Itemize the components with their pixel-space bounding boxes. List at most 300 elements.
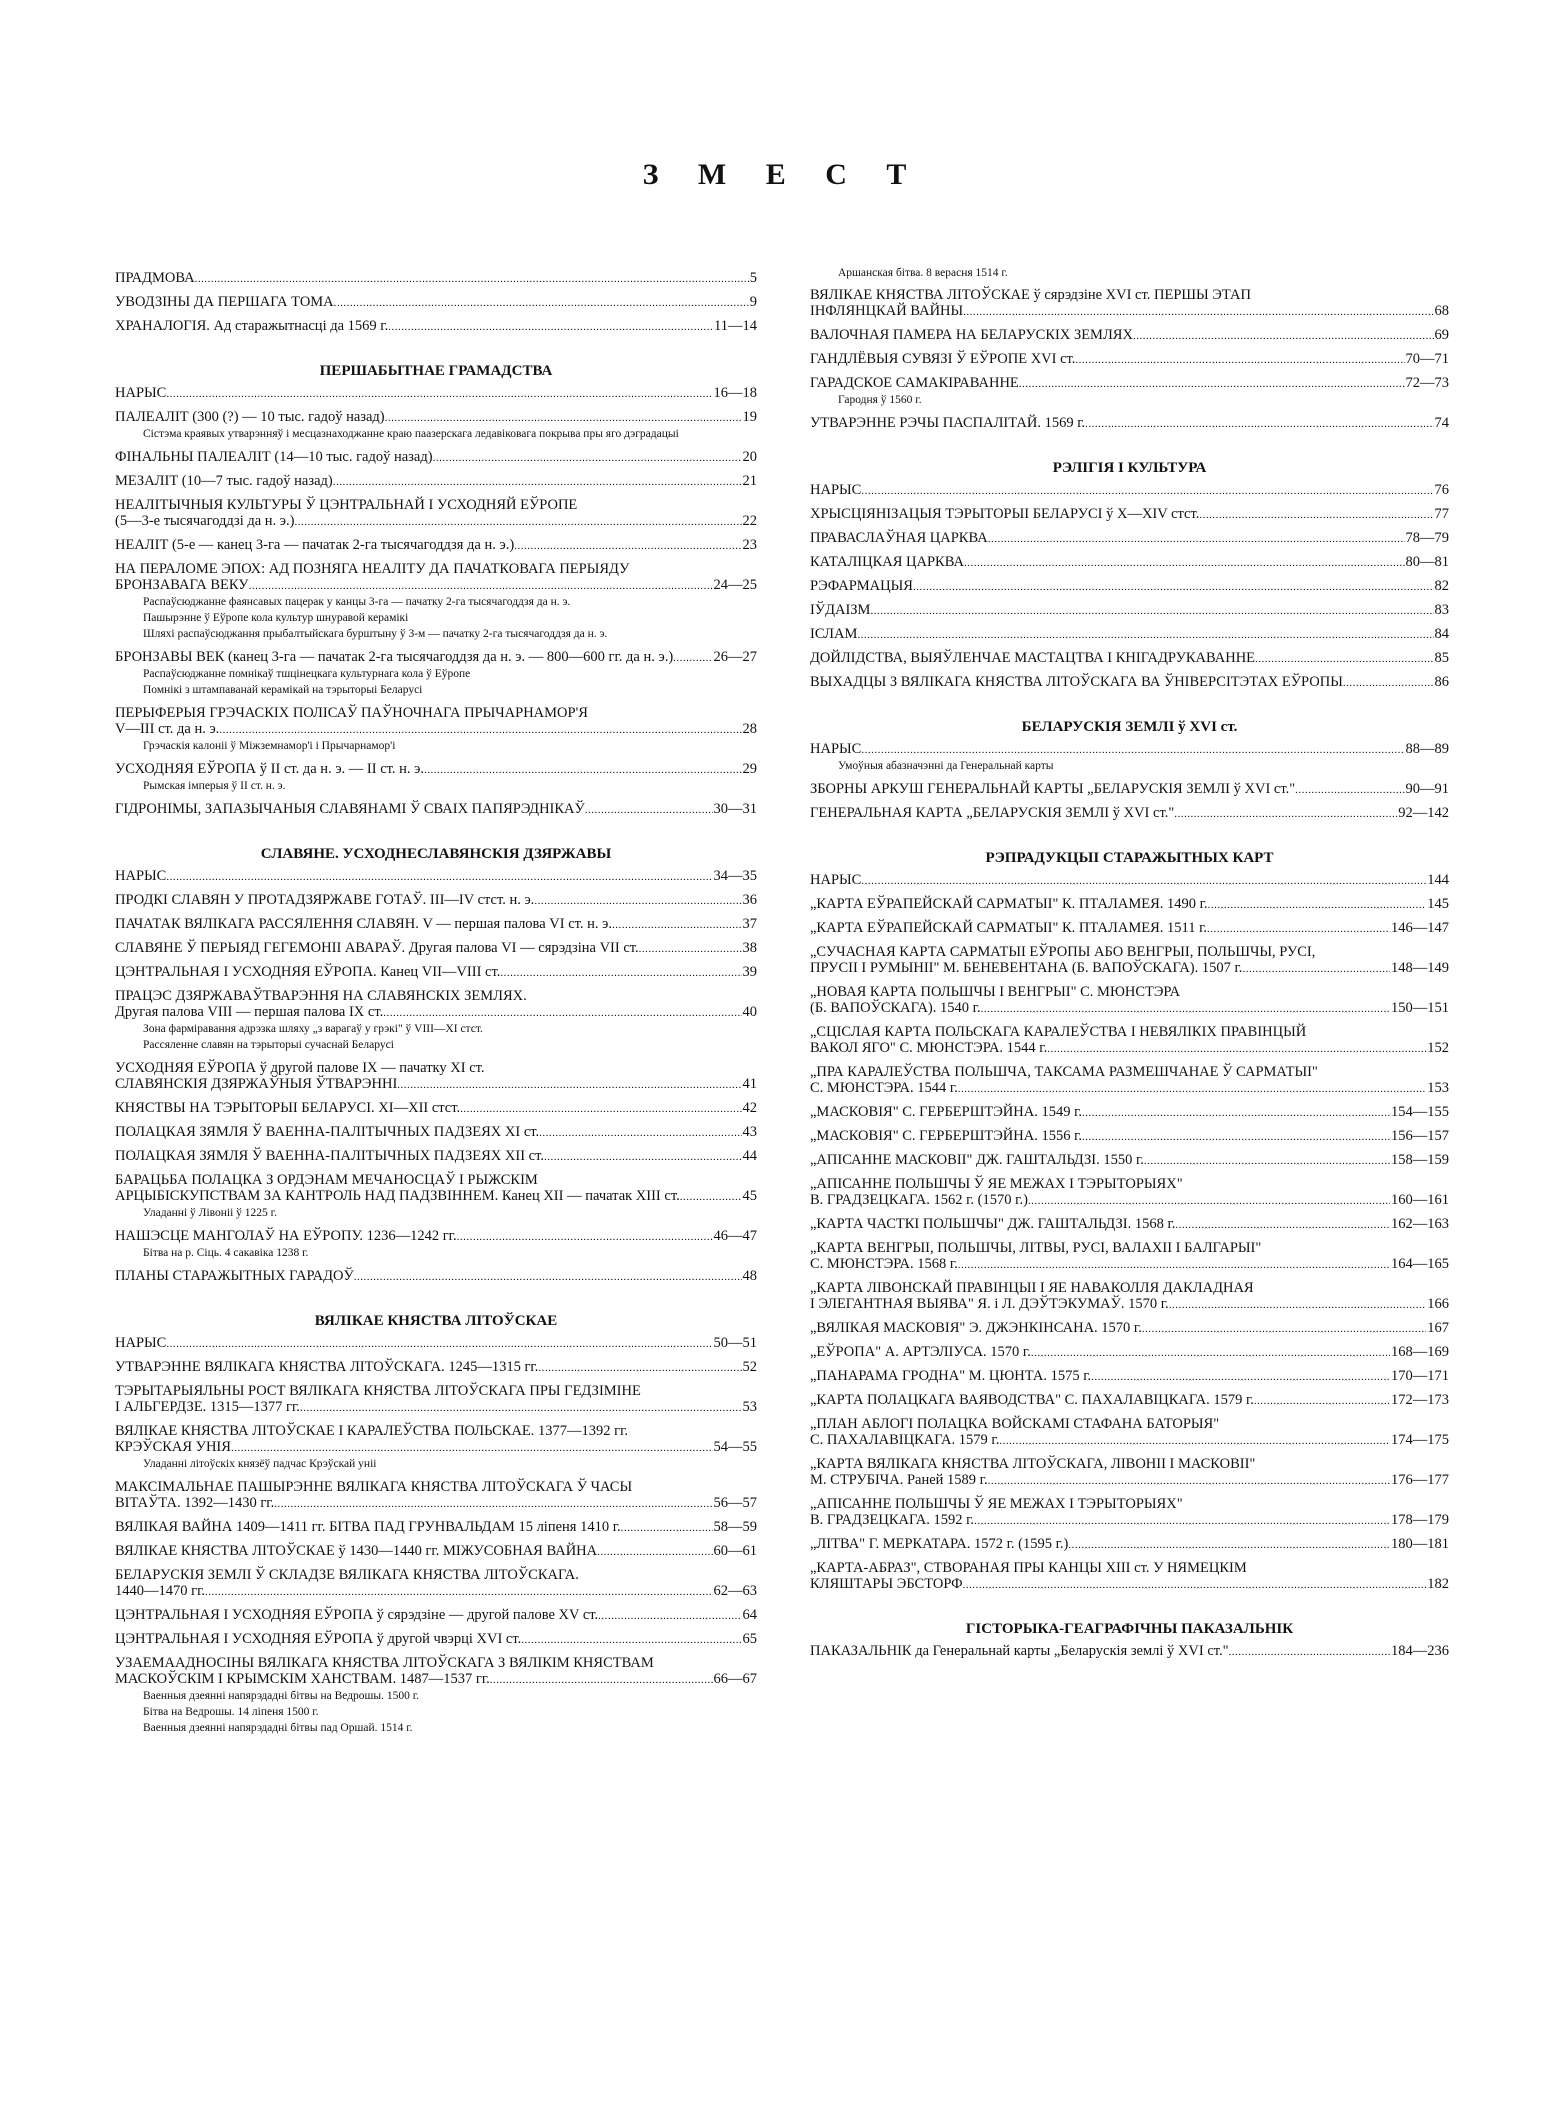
page-number: 156—157 <box>1391 1128 1449 1144</box>
toc-entry-title: „МАСКОВІЯ" С. ГЕРБЕРШТЭЙНА. 1549 г. <box>810 1104 1083 1120</box>
toc-entry-title-line: „АПІСАННЕ ПОЛЬШЧЫ Ў ЯЕ МЕЖАХ І ТЭРЫТОРЫЯХ" <box>810 1496 1183 1512</box>
toc-entry <box>115 1479 757 1512</box>
toc-entry-title-line: „СЦІСЛАЯ КАРТА ПОЛЬСКАГА КАРАЛЕЎСТВА І НЕВЯЛІКІХ ПРАВІНЦЫЙ <box>810 1024 1307 1040</box>
dot-leader <box>205 1583 712 1600</box>
toc-entry <box>810 944 1449 977</box>
dot-leader <box>249 577 713 594</box>
toc-entry-title: І ЭЛЕГАНТНАЯ ВЫЯВА" Я. і Л. ДЭЎТЭКУМАЎ. 1570 г. <box>810 1296 1169 1312</box>
toc-entry <box>115 1383 757 1416</box>
toc-entry <box>810 506 1449 523</box>
toc-entry-row <box>810 578 1449 595</box>
toc-entry <box>810 1280 1449 1313</box>
toc-entry-title: „МАСКОВІЯ" С. ГЕРБЕРШТЭЙНА. 1556 г. <box>810 1128 1083 1144</box>
toc-entry-row <box>115 270 757 287</box>
toc-entry-title-line: УСХОДНЯЯ ЕЎРОПА ў другой палове IX — пачатку XI ст. <box>115 1060 485 1076</box>
page-number: 150—151 <box>1391 1000 1449 1016</box>
toc-entry <box>810 920 1449 937</box>
toc-section <box>115 363 757 818</box>
toc-entry <box>115 473 757 490</box>
toc-entry-row <box>115 868 757 885</box>
toc-entry-row <box>115 916 757 933</box>
page-number: 37 <box>742 916 757 932</box>
toc-entry-title: ІСЛАМ <box>810 626 858 642</box>
dot-leader <box>639 940 742 957</box>
toc-entry <box>810 1643 1449 1660</box>
dot-leader <box>981 1000 1390 1017</box>
dot-leader <box>680 1188 742 1205</box>
dot-leader <box>166 868 712 885</box>
dot-leader <box>1254 1392 1390 1409</box>
dot-leader <box>388 318 713 335</box>
toc-entry-title: ГЕНЕРАЛЬНАЯ КАРТА „БЕЛАРУСКІЯ ЗЕМЛІ ў XVI ст." <box>810 805 1175 821</box>
toc-entry <box>115 1543 757 1560</box>
dot-leader <box>857 626 1433 643</box>
page-number: 162—163 <box>1391 1216 1449 1232</box>
toc-entry-row <box>115 1004 757 1021</box>
toc-entry-title: ВАЛОЧНАЯ ПАМЕРА НА БЕЛАРУСКІХ ЗЕМЛЯХ <box>810 327 1133 343</box>
page-number: 176—177 <box>1391 1472 1449 1488</box>
page-number: 30—31 <box>713 801 757 817</box>
toc-entry-title: МАСКОЎСКІМ І КРЫМСКІМ ХАНСТВАМ. 1487—1537 гг. <box>115 1671 490 1687</box>
toc-entry <box>810 554 1449 571</box>
toc-entry-row <box>810 1216 1449 1233</box>
toc-entry-title-line: БЕЛАРУСКІЯ ЗЕМЛІ Ў СКЛАДЗЕ ВЯЛІКАГА КНЯСТВА ЛІТОЎСКАГА. <box>115 1567 579 1583</box>
page-number: 172—173 <box>1391 1392 1449 1408</box>
page-number: 76 <box>1434 482 1449 498</box>
toc-entry-title-line: УЗАЕМААДНОСІНЫ ВЯЛІКАГА КНЯСТВА ЛІТОЎСКАГА З ВЯЛІКІМ КНЯСТВАМ <box>115 1655 654 1671</box>
toc-entry <box>810 650 1449 667</box>
page-number: 60—61 <box>713 1543 757 1559</box>
dot-leader <box>988 1472 1390 1489</box>
dot-leader <box>621 1519 713 1536</box>
dot-leader <box>1031 1344 1390 1361</box>
section-heading: СЛАВЯНЕ. УСХОДНЕСЛАВЯНСКІЯ ДЗЯРЖАВЫ <box>260 846 612 862</box>
toc-entry <box>115 537 757 554</box>
toc-entry-title: ГАРАДСКОЕ САМАКІРАВАННЕ <box>810 375 1019 391</box>
toc-entry <box>810 872 1449 889</box>
toc-section <box>115 270 757 335</box>
toc-entry <box>115 916 757 933</box>
toc-entry-row <box>810 1296 1449 1313</box>
dot-leader <box>457 1228 713 1245</box>
dot-leader <box>1019 375 1405 392</box>
toc-entry <box>810 741 1449 774</box>
toc-entry-title: БРОНЗАВЫ ВЕК (канец 3-га — пачатак 2-га тысячагоддзя да н. э. — 800—600 гг. да н. э.) <box>115 649 674 665</box>
toc-entry-row <box>810 872 1449 889</box>
toc-entry <box>810 415 1449 432</box>
toc-entry-title-line: „КАРТА ВЯЛІКАГА КНЯСТВА ЛІТОЎСКАГА, ЛІВОНІІ І МАСКОВІІ" <box>810 1456 1256 1472</box>
dot-leader <box>673 649 712 666</box>
toc-entry <box>810 351 1449 368</box>
page-number: 28 <box>742 721 757 737</box>
toc-entry-title-line: „КАРТА-АБРАЗ", СТВОРАНАЯ ПРЫ КАНЦЫ XIII ст. У НЯМЕЦКІМ <box>810 1560 1247 1576</box>
toc-entry <box>810 674 1449 691</box>
toc-entry-title: 1440—1470 гг. <box>115 1583 206 1599</box>
page-number: 152 <box>1427 1040 1449 1056</box>
toc-entry-title: ПРАВАСЛАЎНАЯ ЦАРКВА <box>810 530 988 546</box>
toc-entry-title: С. МЮНСТЭРА. 1568 г. <box>810 1256 958 1272</box>
toc-entry-row <box>810 1576 1449 1593</box>
page-number: 16—18 <box>713 385 757 401</box>
dot-leader <box>1085 415 1433 432</box>
toc-subentry: Грэчаскія калоніі ў Міжземнамор'і і Прычарнамор'і <box>143 740 396 752</box>
page-number: 148—149 <box>1391 960 1449 976</box>
toc-entry-title: ПАЛЕАЛІТ (300 (?) — 10 тыс. гадоў назад) <box>115 409 385 425</box>
toc-entry-row <box>115 1439 757 1456</box>
page-number: 45 <box>742 1188 757 1204</box>
toc-entry-row <box>115 1399 757 1416</box>
page-number: 64 <box>742 1607 757 1623</box>
toc-entry <box>810 482 1449 499</box>
toc-entry-row <box>810 741 1449 758</box>
toc-subentry: Ваенныя дзеянні напярэдадні бітвы на Ведрошы. 1500 г. <box>143 1690 420 1702</box>
toc-entry-title-line: ТЭРЫТАРЫЯЛЬНЫ РОСТ ВЯЛІКАГА КНЯСТВА ЛІТОЎСКАГА ПРЫ ГЕДЗІМІНЕ <box>115 1383 641 1399</box>
toc-entry-title: ЦЭНТРАЛЬНАЯ І УСХОДНЯЯ ЕЎРОПА ў другой чвэрці XVI ст. <box>115 1631 522 1647</box>
toc-entry-title: ІЎДАІЗМ <box>810 602 871 618</box>
toc-entry-title: КАТАЛІЦКАЯ ЦАРКВА <box>810 554 964 570</box>
toc-entry-title: „КАРТА ЕЎРАПЕЙСКАЙ САРМАТЫІ" К. ПТАЛАМЕЯ. 1490 г. <box>810 896 1208 912</box>
toc-entry-title: СЛАВЯНСКІЯ ДЗЯРЖАЎНЫЯ ЎТВАРЭННІ <box>115 1076 398 1092</box>
toc-entry <box>115 409 757 442</box>
toc-entry-title: КЛЯШТАРЫ ЭБСТОРФ <box>810 1576 963 1592</box>
toc-entry-title: ПРОДКІ СЛАВЯН У ПРОТАДЗЯРЖАВЕ ГОТАЎ. III—IV стст. н. э. <box>115 892 535 908</box>
toc-entry <box>810 327 1449 344</box>
page-number: 41 <box>742 1076 757 1092</box>
toc-entry-row <box>810 351 1449 368</box>
toc-entry <box>115 449 757 466</box>
dot-leader <box>861 741 1404 758</box>
toc-entry-title-line: „КАРТА ВЕНГРЫІ, ПОЛЬШЧЫ, ЛІТВЫ, РУСІ, ВАЛАХІІ І БАЛГАРЫІ" <box>810 1240 1262 1256</box>
toc-entry-row <box>810 1320 1449 1337</box>
page-number: 158—159 <box>1391 1152 1449 1168</box>
toc-subentry: Шляхі распаўсюджання прыбалтыйскага бурштыну ў 3-м — пачатку 2-га тысячагоддзя да н. э. <box>143 628 608 640</box>
toc-entry-title: „КАРТА ПОЛАЦКАГА ВАЯВОДСТВА" С. ПАХАЛАВІЦКАГА. 1579 г. <box>810 1392 1254 1408</box>
page-number: 86 <box>1434 674 1449 690</box>
page-number: 54—55 <box>713 1439 757 1455</box>
dot-leader <box>166 1335 712 1352</box>
section-heading: ПЕРШАБЫТНАЕ ГРАМАДСТВА <box>319 363 553 379</box>
page-number: 46—47 <box>713 1228 757 1244</box>
toc-entry-row <box>810 674 1449 691</box>
toc-entry <box>810 1536 1449 1553</box>
page-number: 153 <box>1427 1080 1449 1096</box>
dot-leader <box>1175 1216 1390 1233</box>
toc-entry <box>810 984 1449 1017</box>
page-number: 88—89 <box>1405 741 1449 757</box>
toc-entry <box>115 988 757 1053</box>
page-number: 21 <box>742 473 757 489</box>
toc-entry <box>115 1631 757 1648</box>
toc-entry-row <box>115 318 757 335</box>
toc-entry <box>115 1423 757 1472</box>
toc-entry-title: Другая палова VIII — першая палова IX ст. <box>115 1004 384 1020</box>
dot-leader <box>861 482 1433 499</box>
dot-leader <box>958 1080 1426 1097</box>
toc-entry-title: ФІНАЛЬНЫ ПАЛЕАЛІТ (14—10 тыс. гадоў назад) <box>115 449 433 465</box>
toc-entry-title: ПОЛАЦКАЯ ЗЯМЛЯ Ў ВАЕННА-ПАЛІТЫЧНЫХ ПАДЗЕЯХ XII ст. <box>115 1148 544 1164</box>
toc-entry-row <box>810 781 1449 798</box>
toc-entry-title: НАРЫС <box>810 872 862 888</box>
toc-entry-title: В. ГРАДЗЕЦКАГА. 1592 г. <box>810 1512 975 1528</box>
dot-leader <box>500 964 741 981</box>
toc-entry <box>115 497 757 530</box>
dot-leader <box>988 530 1405 547</box>
toc-entry-title: ХРЫСЦІЯНІЗАЦЫЯ ТЭРЫТОРЫІ БЕЛАРУСІ ў X—XIV стст. <box>810 506 1200 522</box>
toc-entry <box>115 270 757 287</box>
toc-entry <box>115 1100 757 1117</box>
toc-entry <box>810 1176 1449 1209</box>
page-number: 72—73 <box>1405 375 1449 391</box>
dot-leader <box>354 1268 742 1285</box>
toc-entry-title: „ЕЎРОПА" А. АРТЭЛІУСА. 1570 г. <box>810 1344 1031 1360</box>
toc-entry-title-line: „ПРА КАРАЛЕЎСТВА ПОЛЬШЧА, ТАКСАМА РАЗМЕШЧАНАЕ Ў САРМАТЫІ" <box>810 1064 1318 1080</box>
toc-section <box>115 846 757 1285</box>
page-number: 84 <box>1434 626 1449 642</box>
toc-entry-title: ПРУСІІ І РУМЫНІІ" М. БЕНЕВЕНТАНА (Б. ВАПОЎСКАГА). 1507 г. <box>810 960 1243 976</box>
toc-entry-title: НАРЫС <box>810 741 862 757</box>
toc-entry-title: ПЛАНЫ СТАРАЖЫТНЫХ ГАРАДОЎ <box>115 1268 354 1284</box>
dot-leader <box>1169 1296 1427 1313</box>
toc-entry <box>115 1268 757 1285</box>
toc-entry-title: М. СТРУБІЧА. Раней 1589 г. <box>810 1472 988 1488</box>
page-number: 85 <box>1434 650 1449 666</box>
page-number: 40 <box>742 1004 757 1020</box>
toc-entry-title: КРЭЎСКАЯ УНІЯ <box>115 1439 231 1455</box>
toc-entry-title: МЕЗАЛІТ (10—7 тыс. гадоў назад) <box>115 473 333 489</box>
toc-entry-title: І АЛЬГЕРДЗЕ. 1315—1377 гг. <box>115 1399 300 1415</box>
toc-entry-title-line: „АПІСАННЕ ПОЛЬШЧЫ Ў ЯЕ МЕЖАХ І ТЭРЫТОРЫЯХ" <box>810 1176 1183 1192</box>
toc-entry <box>810 626 1449 643</box>
toc-entry-row <box>810 482 1449 499</box>
toc-entry-title-line: „НОВАЯ КАРТА ПОЛЬШЧЫ І ВЕНГРЫІ" С. МЮНСТЭРА <box>810 984 1181 1000</box>
toc-entry-row <box>115 1076 757 1093</box>
toc-entry-row <box>115 1671 757 1688</box>
toc-entry-row <box>810 650 1449 667</box>
dot-leader <box>1028 1192 1390 1209</box>
toc-entry-row <box>115 761 757 778</box>
toc-subentry: Уладанні літоўскіх князёў падчас Крэўскай уніі <box>143 1458 377 1470</box>
dot-leader <box>1343 674 1434 691</box>
dot-leader <box>963 1576 1427 1593</box>
toc-entry-row <box>115 577 757 594</box>
dot-leader <box>538 1359 741 1376</box>
page-number: 178—179 <box>1391 1512 1449 1528</box>
dot-leader <box>1068 1536 1390 1553</box>
page-number: 36 <box>742 892 757 908</box>
dot-leader <box>274 1495 712 1512</box>
toc-entry <box>115 1655 757 1736</box>
toc-entry-row <box>810 920 1449 937</box>
section-heading: ГІСТОРЫКА-ГЕАГРАФІЧНЫ ПАКАЗАЛЬНІК <box>965 1621 1294 1637</box>
toc-entry-title-line: ПЕРЫФЕРЫЯ ГРЭЧАСКІХ ПОЛІСАЎ ПАЎНОЧНАГА ПРЫЧАРНАМОР'Я <box>115 705 588 721</box>
toc-entry-row <box>810 960 1449 977</box>
toc-entry <box>115 318 757 335</box>
dot-leader <box>1229 1643 1390 1660</box>
dot-leader <box>1091 1368 1390 1385</box>
toc-subentry: Распаўсюджанне фаянсавых пацерак у канцы 3-га — пачатку 2-га тысячагоддзя да н. э. <box>143 596 571 608</box>
toc-entry-row <box>810 1536 1449 1553</box>
toc-entry <box>810 1216 1449 1233</box>
toc-entry-row <box>810 506 1449 523</box>
toc-entry-title: V—III ст. да н. э. <box>115 721 220 737</box>
page-number: 77 <box>1434 506 1449 522</box>
page-number: 29 <box>742 761 757 777</box>
dot-leader <box>974 1512 1390 1529</box>
toc-entry-title: УСХОДНЯЯ ЕЎРОПА ў II ст. да н. э. — II ст. н. э. <box>115 761 424 777</box>
toc-entry <box>115 868 757 885</box>
page-number: 38 <box>742 940 757 956</box>
toc-entry-row <box>115 1631 757 1648</box>
toc-entry <box>810 1392 1449 1409</box>
dot-leader <box>999 1432 1390 1449</box>
toc-section <box>810 287 1449 432</box>
toc-entry-title: УТВАРЭННЕ РЭЧЫ ПАСПАЛІТАЙ. 1569 г. <box>810 415 1086 431</box>
toc-entry <box>810 1128 1449 1145</box>
toc-entry-row <box>810 805 1449 822</box>
toc-entry-title: АРЦЫБІСКУПСТВАМ ЗА КАНТРОЛЬ НАД ПАДЗВІННЕМ. Канец XII — пачатак XIII ст. <box>115 1188 680 1204</box>
toc-entry-row <box>115 1268 757 1285</box>
toc-entry-title: ГАНДЛЁВЫЯ СУВЯЗІ Ў ЕЎРОПЕ XVI ст. <box>810 351 1076 367</box>
toc-entry <box>115 1359 757 1376</box>
page-number: 80—81 <box>1405 554 1449 570</box>
toc-column-right <box>810 267 1449 1667</box>
toc-entry-title: С. ПАХАЛАВІЦКАГА. 1579 г. <box>810 1432 1000 1448</box>
toc-entry-title: ВЯЛІКАЯ ВАЙНА 1409—1411 гг. БІТВА ПАД ГРУНВАЛЬДАМ 15 ліпеня 1410 г. <box>115 1519 621 1535</box>
toc-entry-title: „ЛІТВА" Г. МЕРКАТАРА. 1572 г. (1595 г.) <box>810 1536 1069 1552</box>
dot-leader <box>597 1543 712 1560</box>
dot-leader <box>1082 1128 1390 1145</box>
page-number: 52 <box>742 1359 757 1375</box>
toc-entry-title: ГІДРОНІМЫ, ЗАПАЗЫЧАНЫЯ СЛАВЯНАМІ Ў СВАІХ ПАПЯРЭДНІКАЎ <box>115 801 585 817</box>
page-number: 9 <box>749 294 757 310</box>
toc-entry-row <box>115 513 757 530</box>
dot-leader <box>166 385 712 402</box>
toc-entry-title: „АПІСАННЕ МАСКОВІІ" ДЖ. ГАШТАЛЬДЗІ. 1550 г. <box>810 1152 1144 1168</box>
toc-entry-title: ЦЭНТРАЛЬНАЯ І УСХОДНЯЯ ЕЎРОПА. Канец VII—VIII ст. <box>115 964 501 980</box>
toc-entry-row <box>810 375 1449 392</box>
toc-entry <box>115 761 757 794</box>
toc-entry-row <box>810 1392 1449 1409</box>
toc-entry-title-line: „КАРТА ЛІВОНСКАЙ ПРАВІНЦЫІ І ЯЕ НАВАКОЛЛЯ ДАКЛАДНАЯ <box>810 1280 1254 1296</box>
dot-leader <box>534 892 741 909</box>
toc-entry-title-line: НЕАЛІТЫЧНЫЯ КУЛЬТУРЫ Ў ЦЭНТРАЛЬНАЙ І УСХОДНЯЙ ЕЎРОПЕ <box>115 497 578 513</box>
toc-entry <box>810 1024 1449 1057</box>
toc-entry <box>810 805 1449 822</box>
dot-leader <box>1207 920 1390 937</box>
page-number: 48 <box>742 1268 757 1284</box>
page-number: 5 <box>749 270 757 286</box>
section-heading: РЭЛІГІЯ І КУЛЬТУРА <box>1052 460 1207 476</box>
toc-column-left <box>115 270 757 1743</box>
toc-entry <box>810 1496 1449 1529</box>
page-number: 83 <box>1434 602 1449 618</box>
dot-leader <box>333 473 742 490</box>
toc-subentry: Уладанні ў Лівоніі ў 1225 г. <box>143 1207 277 1219</box>
toc-entry-title: ДОЙЛІДСТВА, ВЫЯЎЛЕНЧАЕ МАСТАЦТВА І КНІГАДРУКАВАННЕ <box>810 650 1256 666</box>
page-number: 168—169 <box>1391 1344 1449 1360</box>
toc-entry <box>810 375 1449 408</box>
dot-leader <box>1144 1152 1390 1169</box>
toc-entry-row <box>115 409 757 426</box>
toc-entry-row <box>810 1040 1449 1057</box>
toc-entry-row <box>115 1359 757 1376</box>
page-number: 23 <box>742 537 757 553</box>
toc-entry <box>115 649 757 698</box>
toc-entry-title: ХРАНАЛОГІЯ. Ад старажытнасці да 1569 г. <box>115 318 389 334</box>
toc-entry <box>810 896 1449 913</box>
toc-entry-row <box>115 1188 757 1205</box>
toc-entry-title: В. ГРАДЗЕЦКАГА. 1562 г. (1570 г.) <box>810 1192 1028 1208</box>
page-number: 164—165 <box>1391 1256 1449 1272</box>
dot-leader <box>612 916 742 933</box>
toc-entry <box>115 1148 757 1165</box>
toc-entry-title: ПРАДМОВА <box>115 270 195 286</box>
dot-leader <box>598 1607 741 1624</box>
toc-entry-row <box>115 964 757 981</box>
toc-entry-row <box>115 1148 757 1165</box>
page-number: 22 <box>742 513 757 529</box>
page-number: 19 <box>742 409 757 425</box>
toc-subentry: Рымская імперыя ў II ст. н. э. <box>143 780 286 792</box>
page-number: 74 <box>1434 415 1449 431</box>
toc-entry-title: ВАКОЛ ЯГО" С. МЮНСТЭРА. 1544 г. <box>810 1040 1048 1056</box>
page-number: 69 <box>1434 327 1449 343</box>
toc-entry <box>115 1567 757 1600</box>
page-number: 144 <box>1427 872 1449 888</box>
toc-entry-title: КНЯСТВЫ НА ТЭРЫТОРЫІ БЕЛАРУСІ. XI—XII стст. <box>115 1100 461 1116</box>
toc-entry-row <box>115 1519 757 1536</box>
page-number: 167 <box>1427 1320 1449 1336</box>
toc-entry-row <box>810 1368 1449 1385</box>
toc-entry-row <box>115 1607 757 1624</box>
toc-subentry: Умоўныя абазначэнні да Генеральнай карты <box>838 760 1054 772</box>
toc-entry-row <box>810 626 1449 643</box>
toc-entry-title-line: ПРАЦЭС ДЗЯРЖАВАЎТВАРЭННЯ НА СЛАВЯНСКІХ ЗЕМЛЯХ. <box>115 988 527 1004</box>
toc-entry-title: ВЯЛІКАЕ КНЯСТВА ЛІТОЎСКАЕ ў 1430—1440 гг. МІЖУСОБНАЯ ВАЙНА <box>115 1543 598 1559</box>
page-number: 90—91 <box>1405 781 1449 797</box>
toc-entry-row <box>115 473 757 490</box>
page-number: 92—142 <box>1398 805 1449 821</box>
page-number: 53 <box>742 1399 757 1415</box>
dot-leader <box>514 537 741 554</box>
dot-leader <box>1208 896 1427 913</box>
dot-leader <box>195 270 749 287</box>
toc-entry-title-line: БАРАЦЬБА ПОЛАЦКА З ОРДЭНАМ МЕЧАНОСЦАЎ І РЫЖСКІМ <box>115 1172 538 1188</box>
toc-entry-row <box>810 602 1449 619</box>
toc-entry-row <box>115 1100 757 1117</box>
toc-entry <box>115 561 757 642</box>
toc-entry-title-line: ВЯЛІКАЕ КНЯСТВА ЛІТОЎСКАЕ ў сярэдзіне XVI ст. ПЕРШЫ ЭТАП <box>810 287 1251 303</box>
toc-entry-title: ЗБОРНЫ АРКУШ ГЕНЕРАЛЬНАЙ КАРТЫ „БЕЛАРУСКІЯ ЗЕМЛІ ў XVI ст." <box>810 781 1296 797</box>
page-number: 62—63 <box>713 1583 757 1599</box>
dot-leader <box>1075 351 1404 368</box>
toc-entry-title: ПАКАЗАЛЬНІК да Генеральнай карты „Беларускія землі ў XVI ст." <box>810 1643 1229 1659</box>
toc-entry-title: НАРЫС <box>115 1335 167 1351</box>
toc-subentry: Бітва на Ведрошы. 14 ліпеня 1500 г. <box>143 1706 319 1718</box>
toc-entry <box>115 294 757 311</box>
page-number: 65 <box>742 1631 757 1647</box>
dot-leader <box>231 1439 713 1456</box>
toc-entry <box>115 940 757 957</box>
toc-subentry: Ваенныя дзеянні напярэдадні бітвы пад Оршай. 1514 г. <box>143 1722 413 1734</box>
page-number: 70—71 <box>1405 351 1449 367</box>
toc-entry <box>810 1368 1449 1385</box>
page-number: 166 <box>1427 1296 1449 1312</box>
toc-entry <box>115 705 757 754</box>
dot-leader <box>219 721 741 738</box>
page-number: 24—25 <box>713 577 757 593</box>
toc-section <box>810 719 1449 822</box>
